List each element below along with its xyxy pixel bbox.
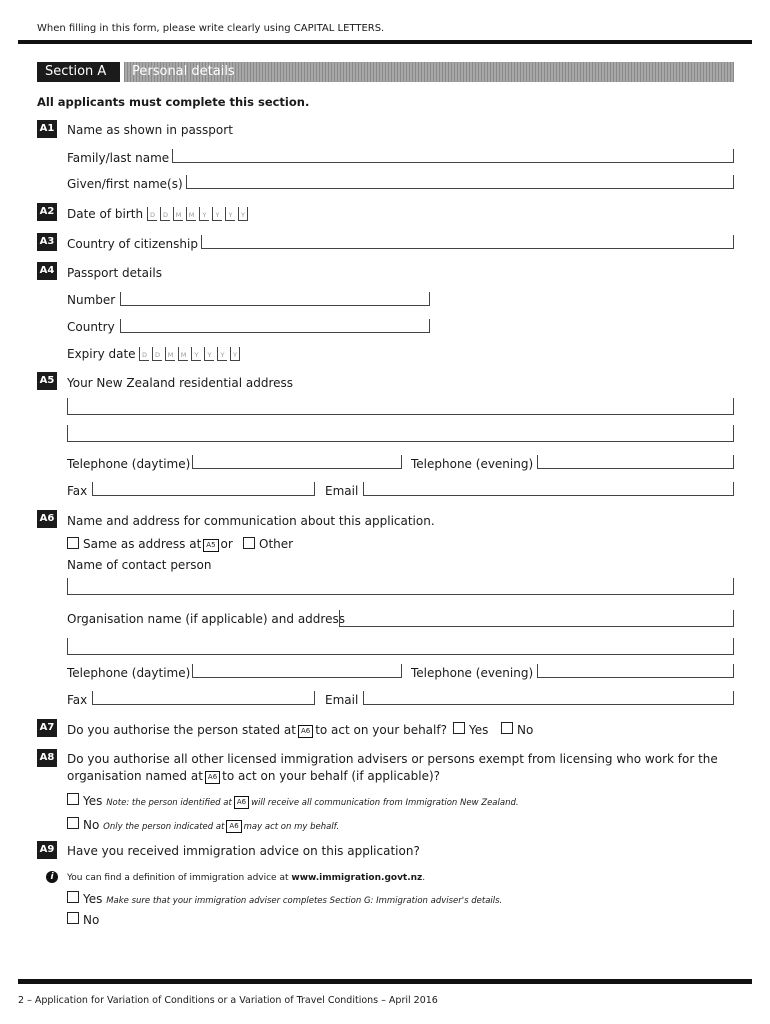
immigration-url: www.immigration.govt.nz — [291, 873, 423, 883]
a8-line2 — [67, 769, 440, 784]
dob-m2: M — [186, 207, 196, 221]
address-line1-field[interactable] — [67, 398, 734, 415]
exp-d2: D — [152, 347, 162, 361]
badge-a3: A3 — [37, 233, 57, 251]
given-name-field[interactable] — [186, 175, 734, 189]
family-name-field[interactable] — [172, 149, 734, 163]
a5-fax-label: Fax — [67, 484, 88, 498]
ref-a5: A5 — [203, 539, 218, 552]
bottom-rule — [18, 979, 752, 984]
a8-line2b: to act on your behalf (if applicable)? — [222, 769, 441, 783]
org-label: Organisation name (if applicable) and address — [67, 612, 345, 626]
a8-yes-checkbox[interactable] — [67, 793, 79, 805]
a8-line1: Do you authorise all other licensed immigration advisers or persons exempt from licensing who work for the — [67, 752, 718, 766]
a6-email-label: Email — [325, 693, 359, 707]
address-label: Your New Zealand residential address — [67, 376, 294, 390]
other-checkbox[interactable] — [243, 537, 255, 549]
same-as-text — [83, 537, 233, 552]
footer-text: 2 – Application for Variation of Conditions or a Variation of Travel Conditions – April 2016 — [18, 995, 438, 1006]
org-field[interactable] — [339, 610, 734, 627]
badge-a7: A7 — [37, 719, 57, 737]
dob-y2: Y — [212, 207, 222, 221]
a6-fax-field[interactable] — [92, 691, 315, 705]
a8-no-note-b: may act on my behalf. — [243, 822, 340, 832]
a1-label: Name as shown in passport — [67, 123, 233, 137]
org-address-field[interactable] — [67, 638, 734, 655]
a6-email-field[interactable] — [363, 691, 734, 705]
dob-d1: D — [147, 207, 157, 221]
a5-email-label: Email — [325, 484, 359, 498]
exp-y1: Y — [191, 347, 201, 361]
a9-yes-note: Make sure that your immigration adviser completes Section G: Immigration adviser's details. — [106, 896, 503, 906]
badge-a6: A6 — [37, 510, 57, 528]
contact-label: Name of contact person — [67, 558, 212, 572]
a6-tel-eve-label: Telephone (evening) — [411, 666, 534, 680]
ref-a6-no: A6 — [226, 820, 241, 833]
passport-country-field[interactable] — [120, 319, 430, 333]
badge-a2: A2 — [37, 203, 57, 221]
other-label: Other — [259, 537, 294, 551]
exp-m1: M — [165, 347, 175, 361]
exp-d1: D — [139, 347, 149, 361]
a8-line2a: organisation named at — [67, 769, 203, 783]
a8-no-label: No — [83, 818, 100, 832]
a9-no-label: No — [83, 913, 100, 927]
same-as-checkbox[interactable] — [67, 537, 79, 549]
a9-info — [67, 871, 425, 885]
passport-label: Passport details — [67, 266, 162, 280]
address-line2-field[interactable] — [67, 425, 734, 442]
ref-a6-a8: A6 — [205, 771, 220, 784]
a6-tel-eve-field[interactable] — [537, 664, 734, 678]
exp-y3: Y — [217, 347, 227, 361]
ref-a6: A6 — [298, 725, 313, 738]
dob-m1: M — [173, 207, 183, 221]
same-as-label: Same as address at — [83, 537, 202, 551]
passport-number-field[interactable] — [120, 292, 430, 306]
a9-info-end: . — [422, 873, 426, 883]
a5-tel-eve-label: Telephone (evening) — [411, 457, 534, 471]
a9-label: Have you received immigration advice on this application? — [67, 844, 420, 858]
a6-label: Name and address for communication about this application. — [67, 514, 435, 528]
badge-a9: A9 — [37, 841, 57, 859]
a6-tel-day-field[interactable] — [192, 664, 402, 678]
a8-no-note-a: Only the person indicated at — [103, 822, 225, 832]
badge-a5: A5 — [37, 372, 57, 390]
a5-tel-day-field[interactable] — [192, 455, 402, 469]
citizenship-label: Country of citizenship — [67, 237, 198, 251]
a9-info-text: You can find a definition of immigration advice at — [67, 873, 289, 883]
a7-question — [67, 723, 447, 738]
a5-email-field[interactable] — [363, 482, 734, 496]
citizenship-field[interactable] — [201, 235, 734, 249]
a9-yes-row — [83, 892, 502, 908]
a6-fax-label: Fax — [67, 693, 88, 707]
a8-yes-note-a: Note: the person identified at — [106, 798, 232, 808]
contact-field[interactable] — [67, 578, 734, 595]
exp-y2: Y — [204, 347, 214, 361]
dob-d2: D — [160, 207, 170, 221]
a9-yes-checkbox[interactable] — [67, 891, 79, 903]
a7-q2: to act on your behalf? — [315, 723, 447, 737]
dob-label: Date of birth — [67, 207, 144, 221]
a6-tel-day-label: Telephone (daytime) — [67, 666, 191, 680]
ref-a6-yes: A6 — [234, 796, 249, 809]
a8-yes-label: Yes — [83, 794, 103, 808]
header-instruction: When filling in this form, please write clearly using CAPITAL LETTERS. — [37, 23, 385, 34]
badge-a1: A1 — [37, 120, 57, 138]
a7-yes-checkbox[interactable] — [453, 722, 465, 734]
badge-a4: A4 — [37, 262, 57, 280]
expiry-field[interactable] — [139, 347, 243, 361]
a5-tel-day-label: Telephone (daytime) — [67, 457, 191, 471]
a8-no-row — [83, 818, 339, 834]
top-rule — [18, 40, 752, 44]
given-name-label: Given/first name(s) — [67, 177, 183, 191]
info-icon: i — [46, 871, 58, 883]
dob-field[interactable] — [147, 207, 251, 221]
a7-yes-label: Yes — [469, 723, 489, 737]
a7-no-checkbox[interactable] — [501, 722, 513, 734]
a8-yes-row — [83, 794, 519, 810]
passport-country-label: Country — [67, 320, 115, 334]
a8-yes-note-b: will receive all communication from Immigration New Zealand. — [251, 798, 519, 808]
exp-y4: Y — [230, 347, 240, 361]
passport-number-label: Number — [67, 293, 116, 307]
section-intro: All applicants must complete this section. — [37, 95, 310, 109]
badge-a8: A8 — [37, 749, 57, 767]
a5-tel-eve-field[interactable] — [537, 455, 734, 469]
section-title: Personal details — [124, 62, 734, 82]
a8-no-checkbox[interactable] — [67, 817, 79, 829]
a7-no-label: No — [517, 723, 534, 737]
family-name-label: Family/last name — [67, 151, 170, 165]
expiry-label: Expiry date — [67, 347, 136, 361]
or-label: or — [220, 537, 233, 551]
a9-no-checkbox[interactable] — [67, 912, 79, 924]
exp-m2: M — [178, 347, 188, 361]
a9-yes-label: Yes — [83, 892, 103, 906]
dob-y4: Y — [238, 207, 248, 221]
section-label: Section A — [37, 62, 120, 82]
dob-y3: Y — [225, 207, 235, 221]
a5-fax-field[interactable] — [92, 482, 315, 496]
a7-q1: Do you authorise the person stated at — [67, 723, 296, 737]
dob-y1: Y — [199, 207, 209, 221]
